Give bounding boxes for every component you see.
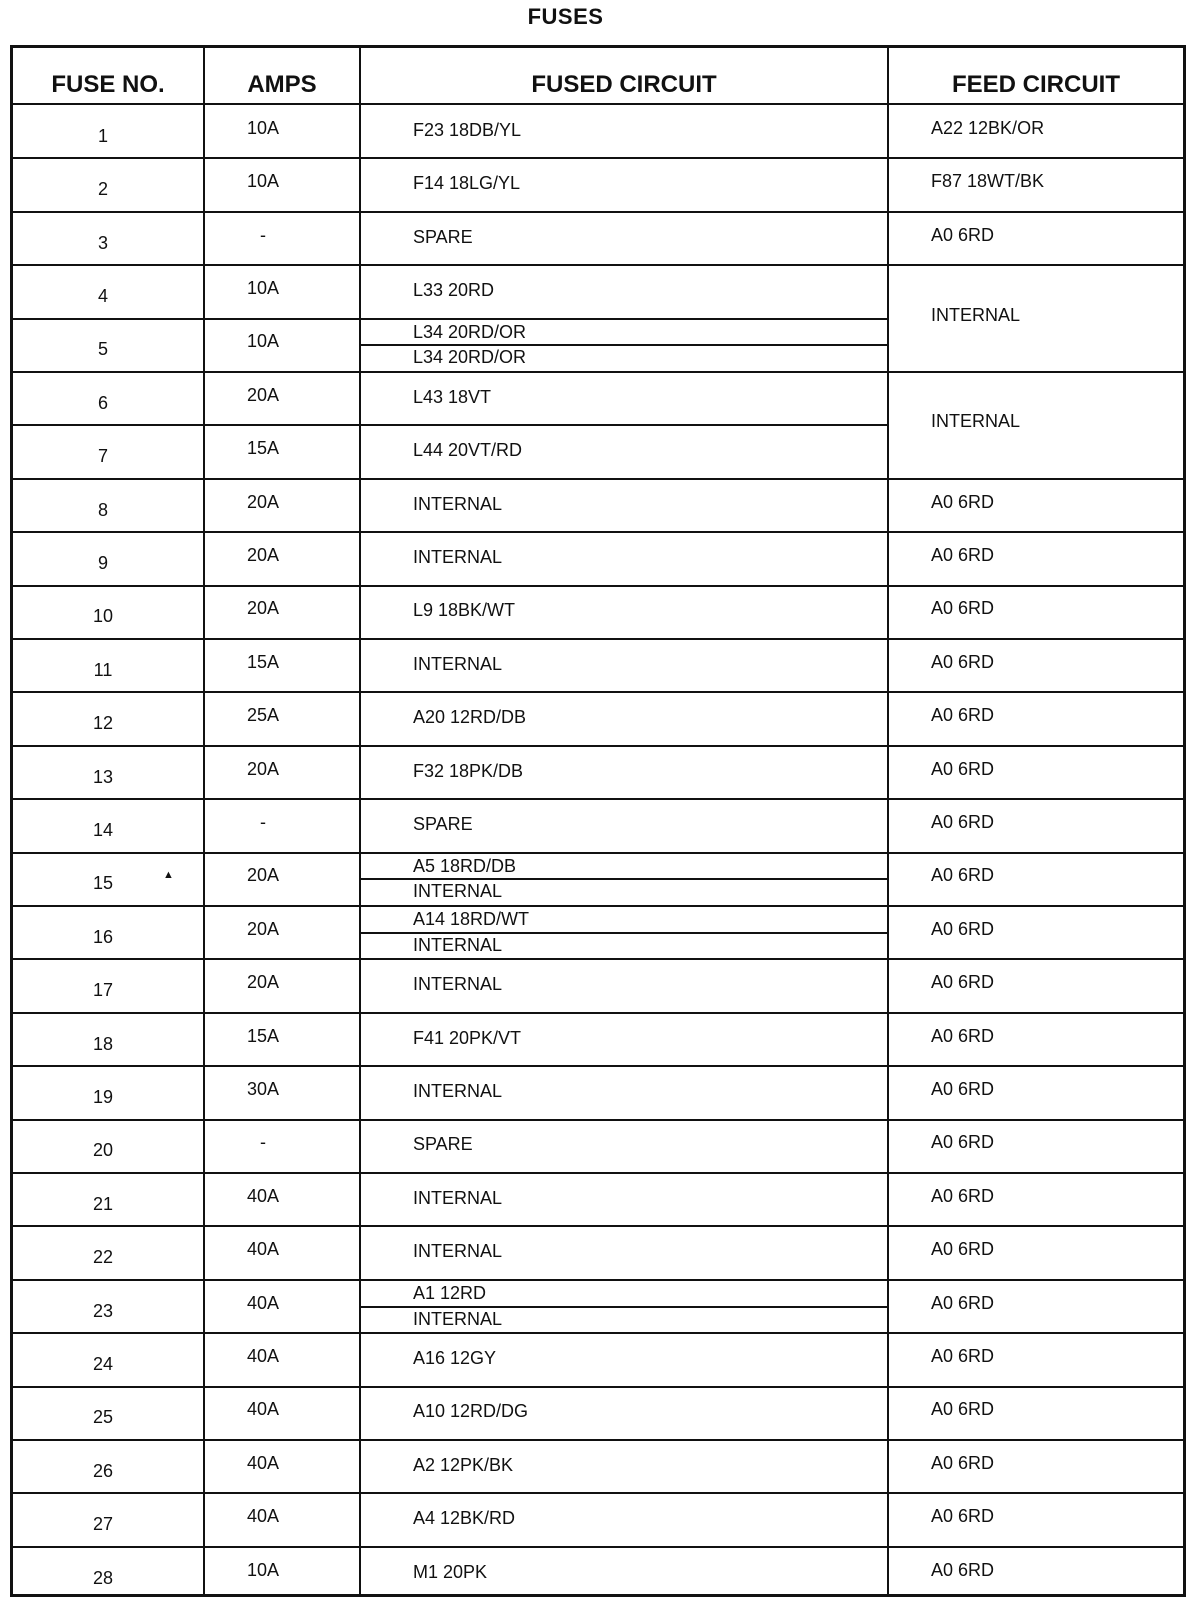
feed-circuit: A0 6RD [931,544,995,565]
amps-value: 40A [246,1239,280,1260]
feed-circuit: A0 6RD [931,1345,995,1366]
amps-value: 10A [246,277,280,298]
sub-circuit-divider [361,344,887,346]
feed-circuit: A0 6RD [931,224,995,245]
feed-circuit: A0 6RD [931,705,995,726]
fuse-number: 16 [92,926,114,947]
row-divider [13,211,1183,213]
fuse-number: 25 [92,1407,114,1428]
amps-value: - [260,1132,266,1153]
fused-circuit: INTERNAL [413,546,503,567]
amps-value: 10A [246,171,280,192]
fuse-number: 7 [97,446,108,467]
fuse-number: 24 [92,1353,114,1374]
feed-circuit: A0 6RD [931,811,995,832]
amps-value: 15A [246,651,280,672]
fuse-number: 3 [97,232,108,253]
feed-circuit: A0 6RD [931,758,995,779]
fused-circuit: INTERNAL [413,1080,503,1101]
row-divider [13,478,1183,480]
amps-value: 15A [246,1025,280,1046]
fused-circuit: INTERNAL [413,1308,503,1329]
amps-value: 10A [246,331,280,352]
fused-circuit: INTERNAL [413,881,503,902]
column-divider [887,48,889,1594]
fuse-number: 20 [92,1140,114,1161]
feed-circuit: A0 6RD [931,1292,995,1313]
row-divider [13,958,1183,960]
fused-circuit: L34 20RD/OR [413,321,527,342]
sub-circuit-divider [361,878,887,880]
amps-value: 10A [246,117,280,138]
amps-value: 10A [246,1559,280,1580]
fuse-number: 5 [97,339,108,360]
amps-value: 15A [246,438,280,459]
feed-circuit: A0 6RD [931,1025,995,1046]
feed-circuit: F87 18WT/BK [931,171,1045,192]
fuse-number: 13 [92,766,114,787]
amps-value: 40A [246,1292,280,1313]
fused-circuit: L44 20VT/RD [413,440,523,461]
amps-value: 20A [246,384,280,405]
amps-value: - [260,811,266,832]
fuse-number: 26 [92,1460,114,1481]
fuse-number: 14 [92,819,114,840]
row-divider [13,1065,1183,1067]
row-divider [13,264,1183,266]
row-divider [13,371,1183,373]
feed-circuit: A0 6RD [931,1239,995,1260]
fuse-number: 12 [92,713,114,734]
fuse-number: 9 [97,552,108,573]
fuse-number: 17 [92,980,114,1001]
fused-circuit: A2 12PK/BK [413,1454,514,1475]
row-divider [13,852,1183,854]
fused-circuit: M1 20PK [413,1561,488,1582]
feed-circuit: INTERNAL [931,304,1021,325]
fuse-number: 1 [97,125,108,146]
feed-circuit: A0 6RD [931,1559,995,1580]
row-divider [13,905,1183,907]
row-divider [13,585,1183,587]
fused-circuit: INTERNAL [413,1241,503,1262]
fuse-number: 18 [92,1033,114,1054]
amps-value: 20A [246,544,280,565]
fuse-number: 11 [93,659,113,680]
row-divider [13,1119,1183,1121]
row-divider [13,745,1183,747]
fuse-number: 15 [92,873,114,894]
header-amps: AMPS [205,48,359,105]
fused-circuit: SPARE [413,226,473,247]
fused-circuit: INTERNAL [413,974,503,995]
feed-circuit: A0 6RD [931,1452,995,1473]
row-divider [13,691,1183,693]
fused-circuit: A10 12RD/DG [413,1401,529,1422]
amps-value: 20A [246,865,280,886]
amps-value: 40A [246,1399,280,1420]
column-divider [203,48,205,1594]
feed-circuit: A0 6RD [931,1399,995,1420]
amps-value: 20A [246,491,280,512]
fuse-number: 22 [92,1247,114,1268]
row-divider [13,318,889,320]
fused-circuit: A1 12RD [413,1282,487,1303]
fuse-number: 2 [97,179,108,200]
feed-circuit: A0 6RD [931,918,995,939]
amps-value: 20A [246,758,280,779]
fused-circuit: F14 18LG/YL [413,173,521,194]
feed-circuit: A0 6RD [931,598,995,619]
fused-circuit: L9 18BK/WT [413,600,516,621]
amps-value: 40A [246,1185,280,1206]
feed-circuit: A0 6RD [931,1132,995,1153]
fused-circuit: L43 18VT [413,386,492,407]
row-divider [13,157,1183,159]
page-title: FUSES [527,4,604,29]
row-divider [13,638,1183,640]
feed-circuit: A0 6RD [931,491,995,512]
fused-circuit: SPARE [413,1134,473,1155]
fused-circuit: F32 18PK/DB [413,760,524,781]
fused-circuit: F41 20PK/VT [413,1027,522,1048]
amps-value: 20A [246,972,280,993]
fused-circuit: A5 18RD/DB [413,855,517,876]
row-divider [13,798,1183,800]
fused-circuit: L34 20RD/OR [413,347,527,368]
fuse-number: 21 [92,1193,114,1214]
fuse-number: 28 [92,1567,114,1588]
row-divider [13,1332,1183,1334]
fuse-number: 19 [92,1086,114,1107]
fused-circuit: A4 12BK/RD [413,1508,516,1529]
header-fused-circuit: FUSED CIRCUIT [361,48,887,105]
fused-circuit: F23 18DB/YL [413,119,522,140]
row-divider [13,1225,1183,1227]
fused-circuit: L33 20RD [413,279,495,300]
header-fuse-no: FUSE NO. [13,48,203,105]
feed-circuit: A0 6RD [931,972,995,993]
feed-circuit: A0 6RD [931,1185,995,1206]
fused-circuit: INTERNAL [413,653,503,674]
feed-circuit: INTERNAL [931,411,1021,432]
fuse-table [10,45,1186,1597]
row-divider [13,1386,1183,1388]
feed-circuit: A0 6RD [931,1506,995,1527]
row-divider [13,424,889,426]
fuse-number: 27 [92,1514,114,1535]
fused-circuit: INTERNAL [413,493,503,514]
row-divider [13,1492,1183,1494]
feed-circuit: A0 6RD [931,651,995,672]
fused-circuit: A20 12RD/DB [413,707,527,728]
sub-circuit-divider [361,932,887,934]
amps-value: - [260,224,266,245]
amps-value: 25A [246,705,280,726]
amps-value: 40A [246,1345,280,1366]
feed-circuit: A22 12BK/OR [931,117,1045,138]
row-divider [13,1439,1183,1441]
header-feed-circuit: FEED CIRCUIT [889,48,1183,105]
fuse-number: 10 [92,606,114,627]
fuse-number: 4 [97,285,108,306]
fuse-number: 8 [97,499,108,520]
fused-circuit: A14 18RD/WT [413,909,530,929]
row-divider [13,1012,1183,1014]
fuse-number: 6 [97,392,108,413]
row-divider [13,1279,1183,1281]
amps-value: 30A [246,1078,280,1099]
row-divider [13,531,1183,533]
feed-circuit: A0 6RD [931,1078,995,1099]
amps-value: 40A [246,1452,280,1473]
fused-circuit: INTERNAL [413,934,503,955]
fuse-number: 23 [92,1300,114,1321]
feed-circuit: A0 6RD [931,865,995,886]
amps-value: 20A [246,918,280,939]
amps-value: 20A [246,598,280,619]
amps-value: 40A [246,1506,280,1527]
row-divider [13,1546,1183,1548]
fused-circuit: INTERNAL [413,1187,503,1208]
marker-triangle-icon: ▲ [163,869,174,882]
sub-circuit-divider [361,1306,887,1308]
column-divider [359,48,361,1594]
row-divider [13,1172,1183,1174]
fused-circuit: A16 12GY [413,1347,497,1368]
fused-circuit: SPARE [413,813,473,834]
